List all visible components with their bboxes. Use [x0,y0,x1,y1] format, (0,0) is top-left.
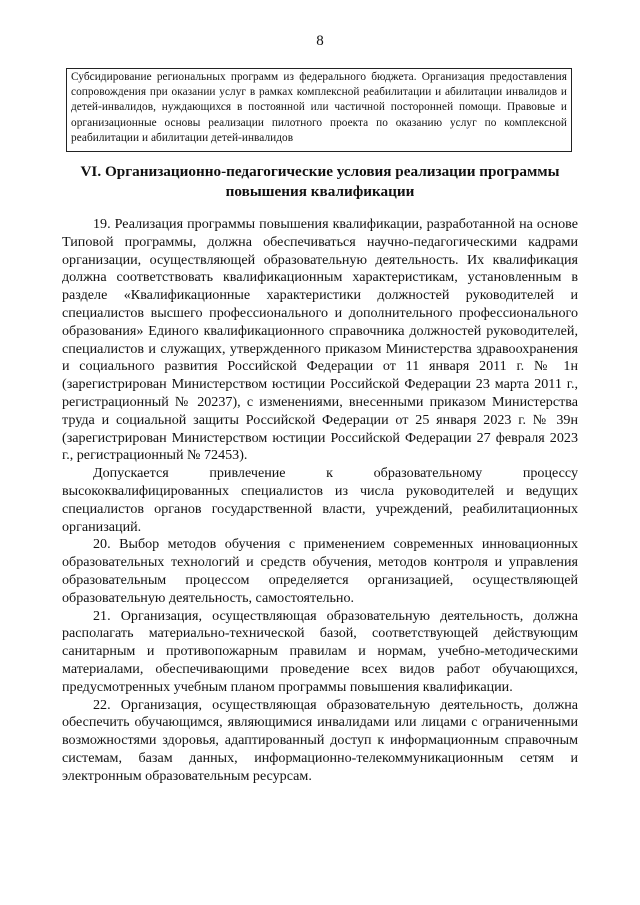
page-number: 8 [316,33,324,49]
metadata-box: Субсидирование региональных программ из федерального бюджета. Организация предоставления сопровождения при оказании услуг в рамках комплексной реабилитации и абилитации инвалидов и детей-инвалидов, нуждающихся в постоянной или частичной посторонней помощи. Правовые и организационные основы реализации пилотного проекта по оказанию услуг по комплексной реабилитации и абилитации детей-инвалидов [66,68,572,152]
paragraph-21: 21. Организация, осуществляющая образовательную деятельность, должна располагать материально-технической базой, соответствующей действующим санитарным и противопожарным правилам и нормам, учебно-методическими материалами, обеспечивающими проведение всех видов работ обучающихся, предусмотренных учебным планом программы повышения квалификации. [62,607,578,695]
paragraph-20: 20. Выбор методов обучения с применением современных инновационных образовательных технологий и средств обучения, методов контроля и управления образовательным процессом определяется организацией, осуществляющей образовательную деятельность, самостоятельно. [62,536,578,606]
section-heading-line-1: VI. Организационно-педагогические условия реализации программы [80,163,560,180]
section-heading [70,162,570,202]
body-text [62,216,578,786]
section-heading-line-2: повышения квалификации [225,183,415,200]
paragraph-19: 19. Реализация программы повышения квалификации, разработанной на основе Типовой программы, должна обеспечиваться научно-педагогическими кадрами организации, осуществляющей образовательную деятельность. Их квалификация должна соответствовать квалификационным характеристикам, установленным в разделе «Квалификационные характеристики должностей руководителей и специалистов высшего профессионального и дополнительного профессионального образования» Единого квалификационного справочника должностей руководителей, специалистов и служащих, утвержденного приказом Министерства здравоохранения и социального развития Российской Федерации от 11 января 2011 г. № 1н (зарегистрирован Министерством юстиции Российской Федерации 23 марта 2011 г., регистрационный № 20237), с изменениями, внесенными приказом Министерства труда и социальной защиты Российской Федерации от 25 января 2023 г. № 39н (зарегистрирован Министерством юстиции Российской Федерации 27 февраля 2023 г., регистрационный № 72453). [62,216,578,464]
paragraph-involvement: Допускается привлечение к образовательному процессу высококвалифицированных специалистов из числа руководителей и ведущих специалистов органов государственной власти, учреждений, реабилитационных организаций. [62,465,578,535]
paragraph-22: 22. Организация, осуществляющая образовательную деятельность, должна обеспечить обучающимся, являющимися инвалидами или лицами с ограниченными возможностями здоровья, адаптированный доступ к информационным справочным системам, базам данных, информационно-телекоммуникационным сетям и электронным образовательным ресурсам. [62,696,578,784]
